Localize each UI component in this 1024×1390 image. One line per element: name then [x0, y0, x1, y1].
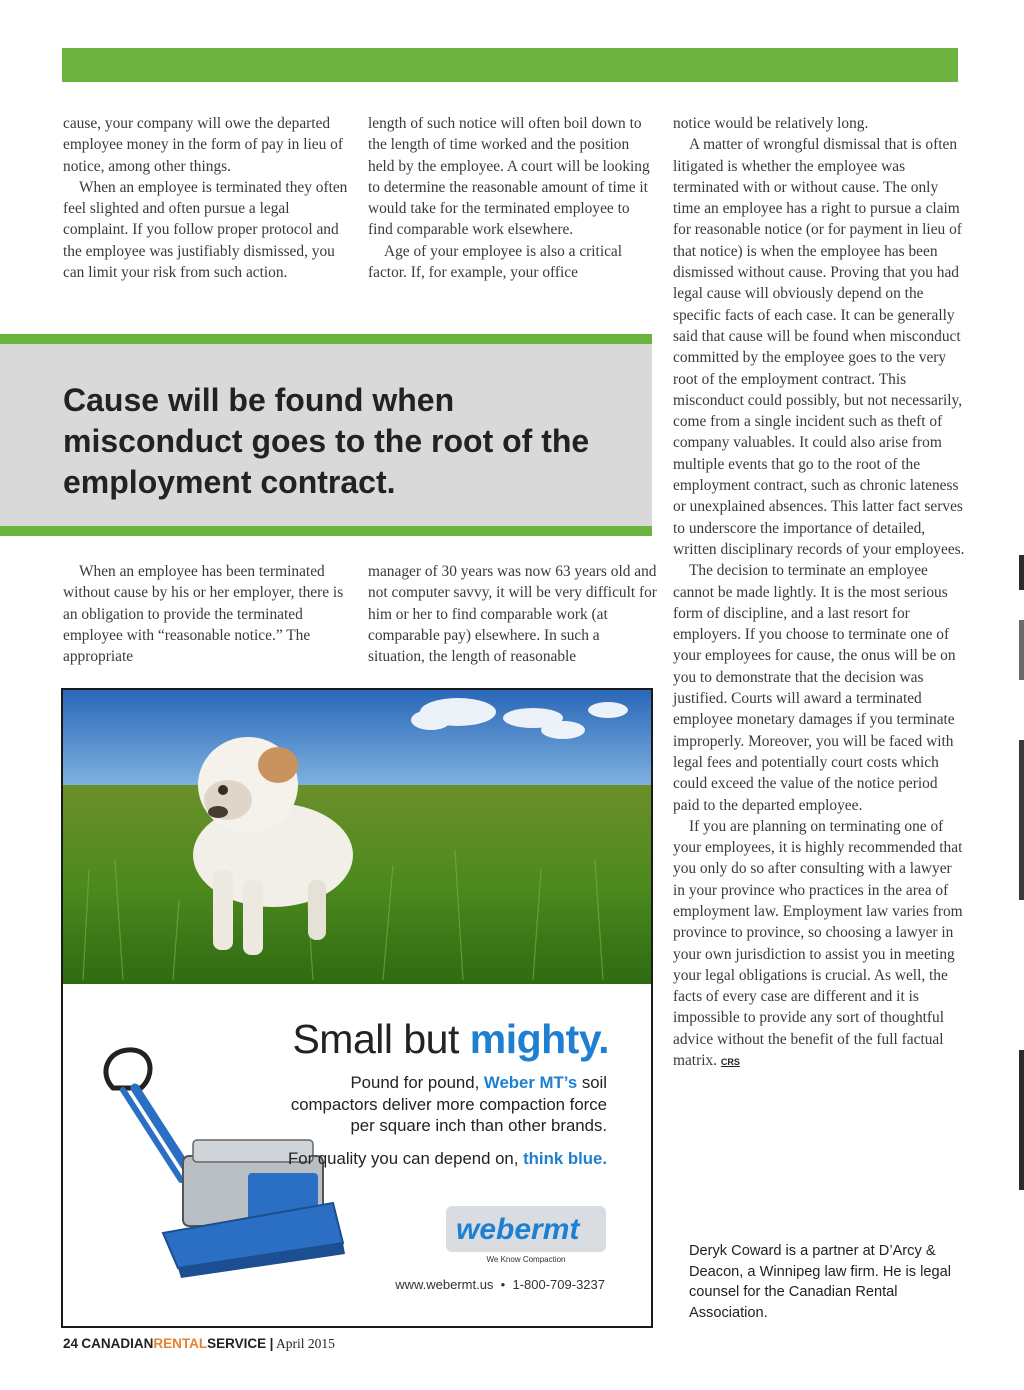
- ad-slogan: [287, 1148, 607, 1170]
- weber-logo-graphic: [446, 1206, 606, 1252]
- column-2-top: [368, 113, 658, 283]
- ad-copy: [63, 690, 651, 1326]
- copy-text: Pound for pound,: [350, 1073, 484, 1092]
- paragraph-final: [673, 816, 965, 1074]
- publication-name: [81, 1336, 266, 1351]
- ad-headline: [292, 1016, 609, 1063]
- brand-name: Weber MT’s: [483, 1073, 578, 1092]
- page-number: 24: [63, 1336, 79, 1351]
- author-bio: Deryk Coward is a partner at D’Arcy & Deacon, a Winnipeg law firm. He is legal counsel for the Canadian Rental Association.: [689, 1243, 951, 1321]
- page-edge-strip: [1019, 740, 1024, 900]
- column-2-bottom: [368, 561, 658, 667]
- page-edge-strip: [1019, 620, 1024, 680]
- paragraph: notice would be relatively long.: [673, 115, 869, 132]
- footer-separator: |: [269, 1336, 274, 1351]
- paragraph: length of such notice will often boil down to the length of time worked and the position held by the employee. A court will be looking to determine the reasonable amount of time it would take for the terminated employee to find comparable work elsewhere.: [368, 115, 650, 239]
- publication-name-part: SERVICE: [207, 1336, 267, 1351]
- paragraph: The decision to terminate an employee cannot be made lightly. It is the most serious form of discipline, and a last resort for employers. If you choose to terminate one of your employees for cause, the onus will be on you to demonstrate that the decision was justified. Courts will award a terminated employee monetary damages if you terminate improperly. Moreover, you will be faced with legal fees and potentially court costs which could exceed the value of the notice period paid to the departed employee.: [673, 562, 956, 814]
- bullet-separator: •: [500, 1277, 506, 1292]
- page-edge-strip: [1019, 1050, 1024, 1190]
- ad-url[interactable]: www.webermt.us: [395, 1277, 494, 1292]
- pull-quote: Cause will be found when misconduct goes to the root of the employment contract.: [63, 382, 590, 500]
- headline-emphasis: mighty.: [469, 1016, 609, 1062]
- column-1-top: [63, 113, 353, 283]
- issue-date: April 2015: [275, 1336, 335, 1351]
- headline-text: Small but: [292, 1016, 470, 1062]
- page-footer: [63, 1336, 335, 1352]
- logo-text: webermt: [456, 1213, 580, 1246]
- publication-name-part: RENTAL: [153, 1336, 208, 1351]
- ad-body-copy: [287, 1072, 607, 1137]
- pull-quote-box: [0, 334, 652, 536]
- paragraph: cause, your company will owe the departed employee money in the form of pay in lieu of notice, among other things.: [63, 115, 343, 175]
- slogan-text: For quality you can depend on,: [288, 1149, 524, 1168]
- paragraph: When an employee is terminated they often feel slighted and often pursue a legal complaint. If you follow proper protocol and the employee was justifiably dismissed, you can limit your risk from such action.: [63, 178, 348, 282]
- ad-tagline: We Know Compaction: [486, 1255, 566, 1264]
- weber-advertisement[interactable]: [61, 688, 653, 1328]
- ad-phone: 1-800-709-3237: [512, 1277, 605, 1292]
- header-color-bar: [62, 48, 958, 82]
- column-1-bottom: [63, 561, 353, 667]
- page-edge-strip: [1019, 555, 1024, 590]
- paragraph: manager of 30 years was now 63 years old and not computer savvy, it will be very difficult for him or her to find comparable work (at comparable pay) elsewhere. In such a situation, the length of reasonable: [368, 563, 657, 666]
- paragraph-final-text: If you are planning on terminating one of your employees, it is highly recommended that you only do so after consulting with a lawyer in your province who practices in the area of employment law. Employment law varies from province to province, so choosing a lawyer in your own jurisdiction to assist you in meeting your legal obligations is crucial. As well, the facts of every case are different and it is impossible to provide any sort of thoughtful advice without the benefit of the full factual matrix.: [673, 817, 963, 1070]
- slogan-emphasis: think blue.: [523, 1149, 607, 1168]
- paragraph: Age of your employee is also a critical factor. If, for example, your office: [368, 242, 623, 282]
- copy-text: soil compactors deliver more compaction force per square inch than other brands.: [290, 1073, 607, 1135]
- weber-logo[interactable]: [446, 1206, 606, 1252]
- publication-name-part: CANADIAN: [81, 1336, 154, 1351]
- end-mark: CRS: [720, 1057, 740, 1068]
- column-3: [673, 113, 965, 1073]
- paragraph: A matter of wrongful dismissal that is often litigated is whether the employee was terminated with or without cause. The only time an employee has a right to pursue a claim for reasonable notice (or for payment in lieu of that notice) is when the employee has been dismissed without cause. Proving that you had legal cause will obviously depend on the specific facts of each case. It can be generally said that cause will be found when misconduct committed by the employee goes to the very root of the employment contract. This misconduct could possibly, but not necessarily, come from a single incident such as theft of company valuables. It could also arise from multiple events that go to the root of the employment contract, such as chronic lateness or unexplained absences. This latter fact serves to underscore the importance of detailed, written disciplinary records of your employees.: [673, 136, 965, 558]
- ad-contact: [395, 1277, 605, 1292]
- paragraph: When an employee has been terminated without cause by his or her employer, there is an obligation to provide the terminated employee with “reasonable notice.” The appropriate: [63, 563, 344, 666]
